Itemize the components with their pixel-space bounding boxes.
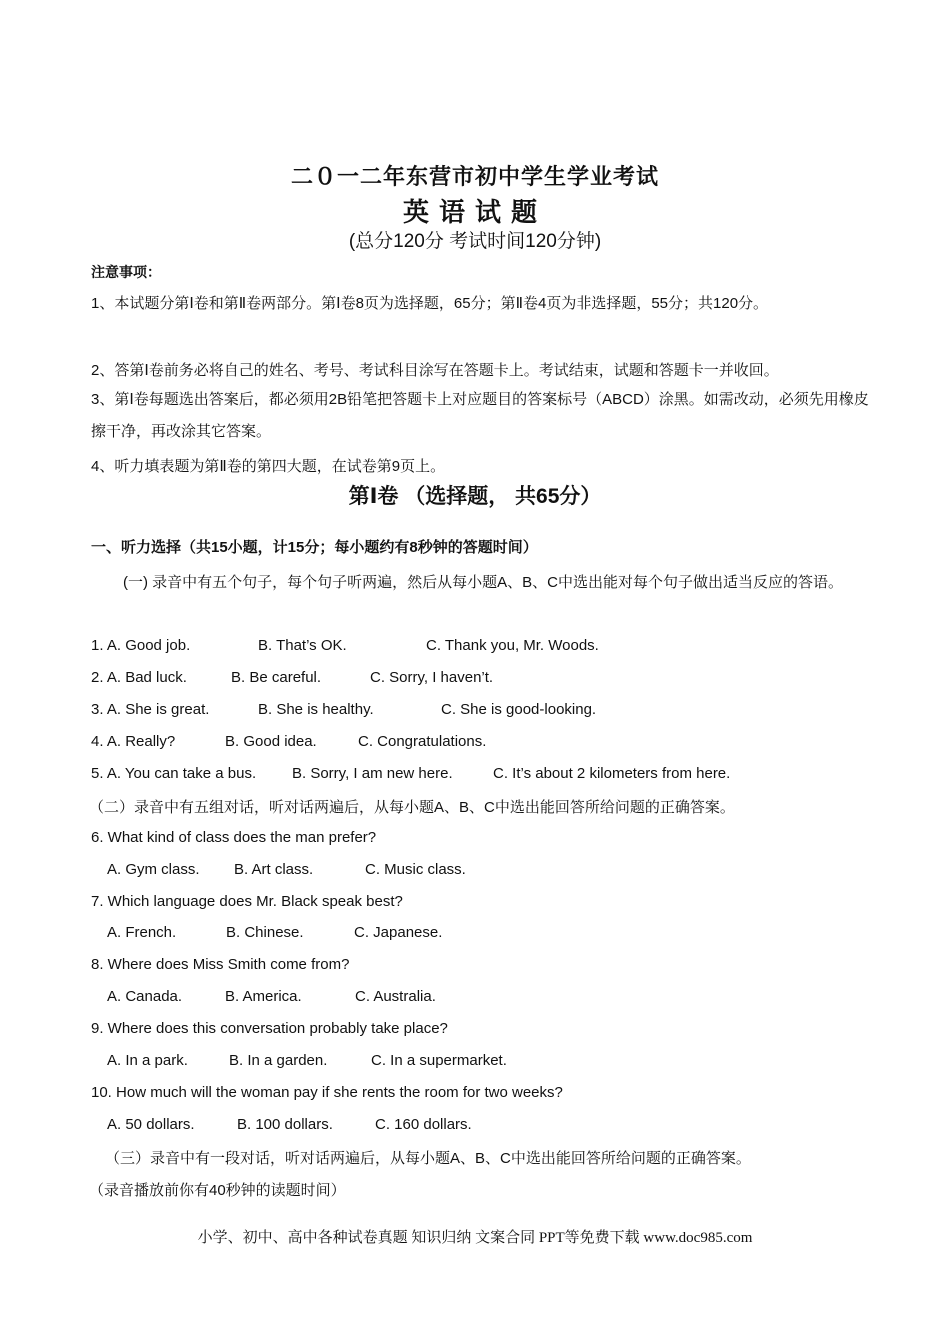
part1-heading: 一、听力选择（共15小题，计15分；每小题约有8秒钟的答题时间）: [91, 539, 538, 556]
q5-option-a: 5. A. You can take a bus.: [91, 765, 257, 782]
question-9-stem: 9. Where does this conversation probably take place?: [91, 1020, 448, 1037]
q9-option-a: A. In a park.: [107, 1052, 188, 1069]
q6-option-b: B. Art class.: [234, 861, 314, 878]
question-6-options: [91, 861, 870, 878]
notice-item-2: 2、答第Ⅰ卷前务必将自己的姓名、考号、考试科目涂写在答题卡上。考试结束，试题和答题卡一并收回。: [91, 362, 779, 379]
question-8-options: [91, 988, 870, 1005]
q3-option-c: C. She is good-looking.: [441, 701, 597, 718]
q1-option-a: 1. A. Good job.: [91, 637, 191, 654]
q4-option-a: 4. A. Really?: [91, 733, 176, 750]
question-5: [91, 765, 870, 782]
q7-option-a: A. French.: [107, 924, 177, 941]
question-3: [91, 701, 870, 718]
q1-option-b: B. That’s OK.: [258, 637, 347, 654]
exam-title-info: (总分120分 考试时间120分钟): [348, 231, 602, 252]
question-2: [91, 669, 870, 686]
question-1: [91, 637, 870, 654]
question-7-options: [91, 924, 870, 941]
exam-title-subject: 英语试题: [402, 197, 547, 227]
q6-option-a: A. Gym class.: [107, 861, 200, 878]
q9-option-b: B. In a garden.: [229, 1052, 328, 1069]
question-8-stem: 8. Where does Miss Smith come from?: [91, 956, 350, 973]
q2-option-b: B. Be careful.: [231, 669, 322, 686]
q4-option-c: C. Congratulations.: [358, 733, 487, 750]
q3-option-a: 3. A. She is great.: [91, 701, 210, 718]
q8-option-b: B. America.: [225, 988, 302, 1005]
q5-option-b: B. Sorry, I am new here.: [292, 765, 453, 782]
notice-item-1: 1、本试题分第Ⅰ卷和第Ⅱ卷两部分。第Ⅰ卷8页为选择题，65分；第Ⅱ卷4页为非选择题，55分；共120分。: [91, 295, 769, 312]
question-7-stem: 7. Which language does Mr. Black speak best?: [91, 893, 403, 910]
notice-item-3: 3、第Ⅰ卷每题选出答案后，都必须用2B铅笔把答题卡上对应题目的答案标号（ABCD）涂黑。如需改动，必须先用橡皮擦干净，再改涂其它答案。: [91, 391, 869, 440]
q2-option-a: 2. A. Bad luck.: [91, 669, 187, 686]
q3-option-b: B. She is healthy.: [258, 701, 374, 718]
question-9-options: [91, 1052, 870, 1069]
part1-instruction-1: (一) 录音中有五个句子，每个句子听两遍，然后从每小题A、B、C中选出能对每个句子做出适当反应的答语。: [123, 574, 844, 591]
part1-instruction-3: （三）录音中有一段对话，听对话两遍后，从每小题A、B、C中选出能回答所给问题的正确答案。: [105, 1150, 751, 1167]
question-10-stem: 10. How much will the woman pay if she rents the room for two weeks?: [91, 1084, 563, 1101]
page-footer: 小学、初中、高中各种试卷真题 知识归纳 文案合同 PPT等免费下载 www.doc985.com: [197, 1230, 753, 1246]
q9-option-c: C. In a supermarket.: [371, 1052, 507, 1069]
q7-option-b: B. Chinese.: [226, 924, 304, 941]
notice-heading: 注意事项：: [91, 264, 161, 280]
exam-title-year: 二０一二年东营市初中学生学业考试: [290, 164, 659, 189]
q8-option-c: C. Australia.: [355, 988, 436, 1005]
part1-instruction-3-note: （录音播放前你有40秒钟的读题时间）: [89, 1182, 346, 1199]
q2-option-c: C. Sorry, I haven’t.: [370, 669, 494, 686]
q4-option-b: B. Good idea.: [225, 733, 317, 750]
section-title: 第Ⅰ卷 （选择题， 共65分）: [348, 485, 602, 508]
notice-item-4: 4、听力填表题为第Ⅱ卷的第四大题，在试卷第9页上。: [91, 458, 446, 475]
q10-option-c: C. 160 dollars.: [375, 1116, 472, 1133]
question-10-options: [91, 1116, 870, 1133]
q10-option-b: B. 100 dollars.: [237, 1116, 333, 1133]
question-4: [91, 733, 870, 750]
q1-option-c: C. Thank you, Mr. Woods.: [426, 637, 599, 654]
q8-option-a: A. Canada.: [107, 988, 183, 1005]
question-6-stem: 6. What kind of class does the man prefer?: [91, 829, 377, 846]
q5-option-c: C. It’s about 2 kilometers from here.: [493, 765, 731, 782]
part1-instruction-2: （二）录音中有五组对话，听对话两遍后，从每小题A、B、C中选出能回答所给问题的正确答案。: [89, 799, 735, 816]
q7-option-c: C. Japanese.: [354, 924, 443, 941]
q6-option-c: C. Music class.: [365, 861, 466, 878]
q10-option-a: A. 50 dollars.: [107, 1116, 195, 1133]
